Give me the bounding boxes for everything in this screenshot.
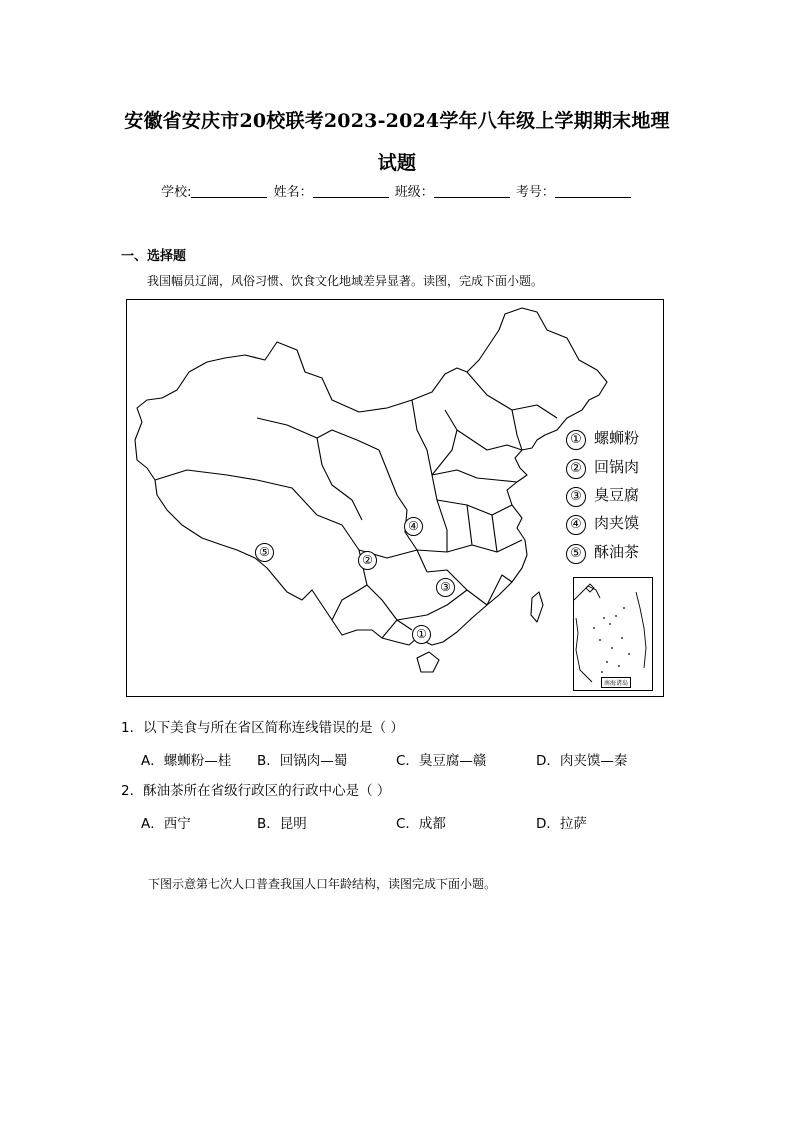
inset-label: 南海诸岛 [601, 677, 631, 688]
map-marker-5: ⑤ [255, 543, 274, 562]
question-1-stem: 1．以下美食与所在省区简称连线错误的是（ ） [121, 720, 404, 736]
class-label: 班级： [394, 185, 434, 200]
question-1-option-a[interactable]: A．螺蛳粉—桂 [141, 753, 232, 769]
name-label: 姓名： [273, 185, 313, 200]
name-blank[interactable] [313, 185, 389, 198]
school-blank[interactable] [191, 185, 267, 198]
document-title-line1: 安徽省安庆市20校联考2023-2024学年八年级上学期期末地理 [124, 110, 670, 132]
student-info-line [0, 181, 794, 200]
legend-item-2: ② 回锅肉 [566, 456, 639, 479]
school-label: 学校: [161, 185, 192, 200]
legend-item-5: ⑤ 酥油茶 [566, 541, 639, 564]
south-china-sea-inset [573, 577, 653, 691]
class-blank[interactable] [434, 185, 510, 198]
question-2-option-d[interactable]: D．拉萨 [536, 816, 587, 832]
question-1-option-d[interactable]: D．肉夹馍—秦 [536, 753, 628, 769]
map-marker-3: ③ [436, 578, 455, 597]
exam-number-label: 考号： [515, 185, 555, 200]
map-marker-1: ① [412, 625, 431, 644]
question-1-option-c[interactable]: C．臭豆腐—赣 [396, 753, 487, 769]
question-2-option-b[interactable]: B．昆明 [257, 816, 307, 832]
legend-item-4: ④ 肉夹馍 [566, 512, 639, 535]
section-heading: 一、选择题 [121, 249, 187, 264]
question-2-option-c[interactable]: C．成都 [396, 816, 446, 832]
section-intro: 我国幅员辽阔，风俗习惯、饮食文化地域差异显著。读图，完成下面小题。 [147, 274, 544, 288]
map-marker-2: ② [358, 551, 377, 570]
map-marker-4: ④ [404, 517, 423, 536]
legend-item-1: ① 螺蛳粉 [566, 427, 639, 450]
document-title-line2: 试题 [377, 152, 417, 174]
exam-number-blank[interactable] [555, 185, 631, 198]
question-2-option-a[interactable]: A．西宁 [141, 816, 191, 832]
legend-item-3: ③ 臭豆腐 [566, 484, 639, 507]
section-2-intro: 下图示意第七次人口普查我国人口年龄结构，读图完成下面小题。 [148, 877, 497, 891]
question-1-option-b[interactable]: B．回锅肉—蜀 [257, 753, 348, 769]
question-2-stem: 2．酥油茶所在省级行政区的行政中心是（ ） [121, 783, 391, 799]
